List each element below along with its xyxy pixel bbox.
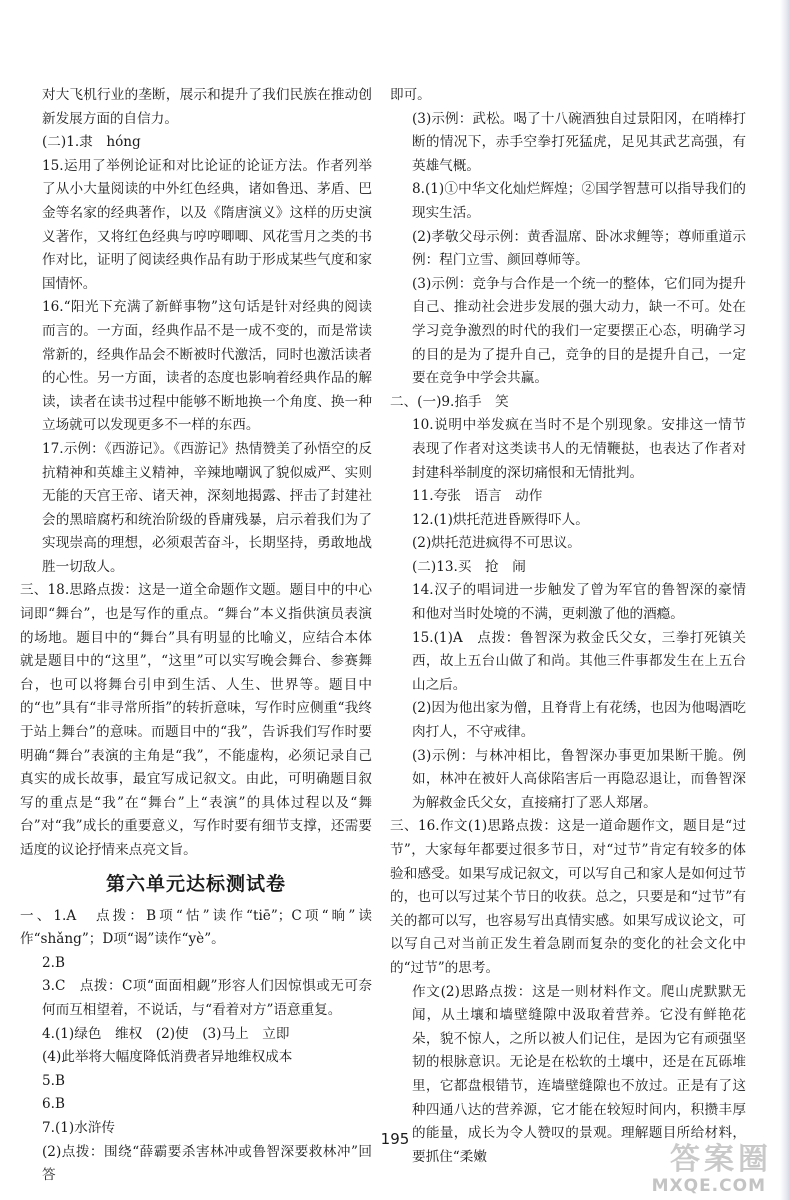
answer-paragraph: 11.夸张 语言 动作 xyxy=(412,488,543,505)
answer-paragraph: (2)孝敬父母示例：黄香温席、卧冰求鲤等；尊师重道示例：程门立雪、颜回尊师等。 xyxy=(412,228,746,269)
right-column xyxy=(390,84,746,1169)
answer-paragraph: 对大飞机行业的垄断，展示和提升了我们民族在推动创新发展方面的自信力。 xyxy=(42,87,372,127)
answer-paragraph: 一、1.A 点拨：B项“怙”读作“tiē”；C项“晌”读作“shǎng”；D项“谒”读作“yè”。 xyxy=(20,907,372,948)
answer-paragraph: 16.“阳光下充满了新鲜事物”这句话是针对经典的阅读而言的。一方面，经典作品不是一成不变的，而是常读常新的，经典作品会不断被时代激活，同时也激活读者的心性。另一方面，读者的态度也影响着经典作品的解读，读者在读书过程中能够不断地换一个角度、换一种立场就可以发现更多不一样的东西。 xyxy=(42,299,372,434)
watermark-url: MXQE.COM xyxy=(651,1176,766,1196)
answer-paragraph: (3)示例：与林冲相比，鲁智深办事更加果断干脆。例如，林冲在被奸人高俅陷害后一再隐忍退让，而鲁智深为解救金氏父女，直接痛打了恶人郑屠。 xyxy=(412,747,746,811)
answer-paragraph: 15.(1)A 点拨：鲁智深为救金氏父女，三拳打死镇关西，故上五台山做了和尚。其他三件事都发生在上五台山之后。 xyxy=(412,629,746,693)
answer-paragraph: 12.(1)烘托范进昏厥得吓人。 xyxy=(412,511,589,528)
answer-paragraph: 7.(1)水浒传 xyxy=(42,1119,116,1136)
answer-paragraph: 15.运用了举例论证和对比论证的论证方法。作者列举了从小大量阅读的中外红色经典，诸如鲁迅、茅盾、巴金等名家的经典著作，以及《隋唐演义》这样的历史演义著作，又将红色经典与哼哼唧唧、风花雪月之类的书作对比，证明了阅读经典作品有助于形成某些气度和家国情怀。 xyxy=(42,157,372,292)
answer-paragraph: 4.(1)绿色 维权 (2)使 (3)马上 立即 xyxy=(42,1025,290,1042)
watermark xyxy=(582,1140,772,1196)
page-edge-shadow xyxy=(780,0,790,1200)
watermark-logo: 答案圈 xyxy=(670,1142,772,1177)
answer-paragraph: 即可。 xyxy=(390,87,431,103)
answer-paragraph: 10.说明中举发疯在当时不是个别现象。安排这一情节表现了作者对这类读书人的无情鞭挞，也表达了作者对封建科举制度的深切痛恨和无情批判。 xyxy=(412,417,746,481)
answer-paragraph: (2)烘托范进疯得不可思议。 xyxy=(412,535,581,552)
answer-paragraph: (3)示例：武松。喝了十八碗酒独自过景阳冈，在哨棒打断的情况下，赤手空拳打死猛虎，足见其武艺高强，有英雄气概。 xyxy=(412,110,746,174)
answer-paragraph: 2.B xyxy=(42,954,65,971)
answer-paragraph: (2)因为他出家为僧，且脊背上有花绣，也因为他喝酒吃肉打人，不守戒律。 xyxy=(412,700,746,741)
page-number: 195 xyxy=(380,1130,410,1148)
left-column xyxy=(20,84,372,1188)
answer-paragraph: (二)13.买 抢 闹 xyxy=(412,558,526,575)
answer-paragraph: 17.示例：《西游记》。《西游记》热情赞美了孙悟空的反抗精神和英雄主义精神，辛辣地嘲讽了貌似威严、实则无能的天宫王帝、诸天神，深刻地揭露、抨击了封建社会的黑暗腐朽和统治阶级的昏庸残暴，启示着我们为了实现崇高的理想，必须艰苦奋斗，长期坚持，勇敢地战胜一切敌人。 xyxy=(42,440,372,575)
answer-paragraph: 二、(一)9.掐手 笑 xyxy=(390,393,509,410)
answer-paragraph: 作文(2)思路点拨：这是一则材料作文。爬山虎默默无闻，从土壤和墙壁缝隙中汲取着营养。它没有鲜艳花朵，貌不惊人，之所以被人们记住，是因为它有顽强坚韧的根脉意识。无论是在松软的土壤中，还是在瓦砾堆里，它都盘根错节，连墙壁缝隙也不放过。正是有了这种四通八达的营养源，它才能在较短时间内，积攒丰厚的能量，成长为令人赞叹的景观。理解题目所给材料，要抓住“柔嫩 xyxy=(412,983,746,1165)
answer-paragraph: 6.B xyxy=(42,1096,65,1113)
answer-paragraph: (二)1.隶 hóng xyxy=(42,134,141,151)
answer-paragraph: 14.汉子的唱词进一步触发了曾为军官的鲁智深的豪情和他对当时处境的不满，更刺激了他的酒瘾。 xyxy=(412,582,746,623)
answer-paragraph: (4)此举将大幅度降低消费者异地维权成本 xyxy=(42,1049,293,1066)
answer-paragraph: 三、18.思路点拨：这是一道全命题作文题。题目中的中心词即“舞台”，也是写作的重点。“舞台”本义指供演员表演的场地。题目中的“舞台”具有明显的比喻义，应结合本体就是题目中的“这里”，“这里”可以实写晚会舞台、参赛舞台，也可以将舞台引申到生活、人生、世界等。题目中的“也”具有“非寻常所指”的转折意味，写作时应侧重“我终于站上舞台”的意味。而题目中的“我”，告诉我们写作时要明确“舞台”表演的主角是“我”，不能虚构，必须记录自己真实的成长故事，最宜写成记叙文。由此，可明确题目叙写的重点是“我”在“舞台”上“表演”的具体过程以及“舞台”对“我”成长的重要意义，写作时要有细节支撑，还需要适度的议论抒情来点亮文旨。 xyxy=(20,582,372,858)
section-title: 第六单元达标测试卷 xyxy=(105,872,286,895)
answer-paragraph: (3)示例：竞争与合作是一个统一的整体，它们同为提升自己、推动社会进步发展的强大动力，缺一不可。处在学习竞争激烈的时代的我们一定要摆正心态，明确学习的目的是为了提升自己，竞争的目的是提升自己，一定要在竞争中学会共赢。 xyxy=(412,275,746,387)
answer-paragraph: 三、16.作文(1)思路点拨：这是一道命题作文，题目是“过节”，大家每年都要过很多节日，对“过节”肯定有较多的体验和感受。如果写成记叙文，可以写自己和家人是如何过节的，也可以写过某个节日的收获。总之，只要是和“过节”有关的都可以写，也容易写出真情实感。如果写成议论文，可以写自己对当前正发生着急剧而复杂的变化的社会文化中的“过节”的思考。 xyxy=(390,818,746,976)
answer-paragraph: 3.C 点拨：C项“面面相觑”形容人们因惊惧或无可奈何而互相望着，不说话，与“看着对方”语意重复。 xyxy=(42,978,372,1018)
answer-paragraph: (2)点拨：围绕“薛霸要杀害林冲或鲁智深要救林冲”回答 xyxy=(42,1143,372,1184)
answer-paragraph: 5.B xyxy=(42,1072,65,1089)
answer-paragraph: 8.(1)①中华文化灿烂辉煌；②国学智慧可以指导我们的现实生活。 xyxy=(412,181,746,221)
